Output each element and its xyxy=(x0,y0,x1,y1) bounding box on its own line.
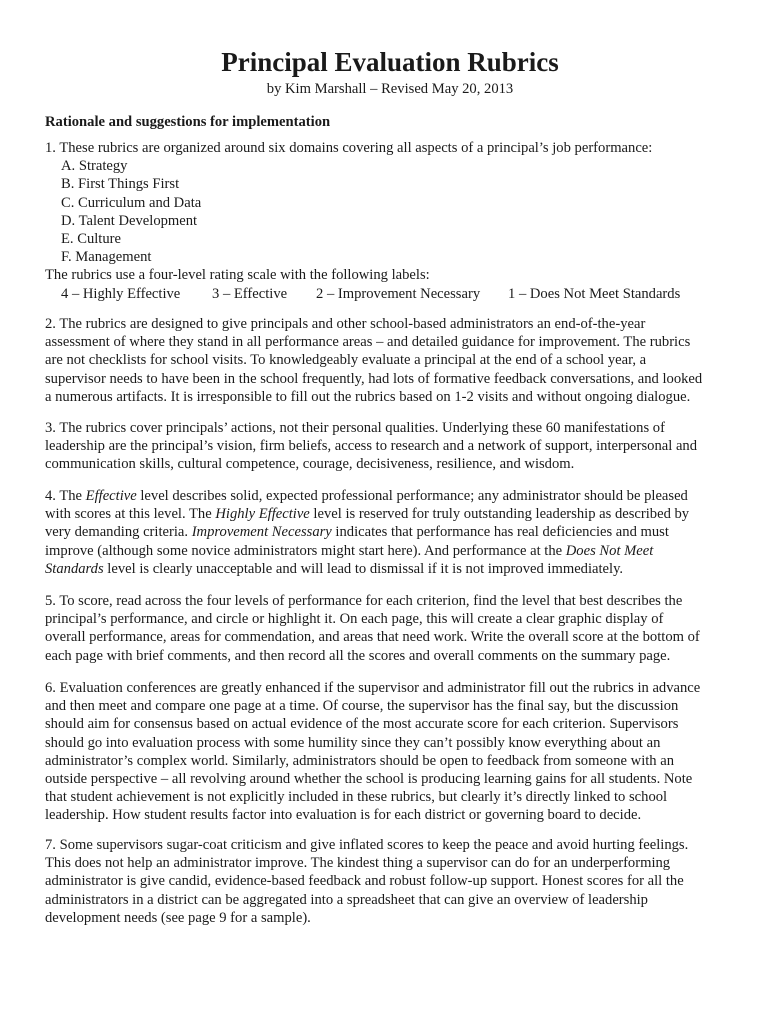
paragraph-1 xyxy=(45,139,735,303)
emphasis-improvement-necessary: Improvement Necessary xyxy=(191,524,332,541)
paragraph-line xyxy=(45,523,735,541)
paragraph-line xyxy=(45,487,735,505)
text-run: level is clearly unacceptable and will lead to dismissal if it is not improved immediately. xyxy=(103,560,624,577)
page-title: Principal Evaluation Rubrics xyxy=(221,47,559,77)
paragraph-line xyxy=(45,542,735,560)
paragraph-line: leadership are the principal’s vision, firm beliefs, access to research and a network of support, interpersonal and xyxy=(45,438,698,455)
domain-item: D. Talent Development xyxy=(61,212,198,229)
domain-item: C. Curriculum and Data xyxy=(61,194,202,211)
paragraph-line: each page with brief comments, and then record all the scores and overall comments on the summary page. xyxy=(45,647,671,664)
paragraph-line xyxy=(45,505,735,523)
paragraph-line: and then meet and compare one page at a time. Of course, the supervisor has the final say, but the discussion xyxy=(45,698,679,715)
emphasis-standards: Standards xyxy=(45,560,104,577)
paragraph-line xyxy=(45,560,735,578)
paragraph-line: outside perspective – all revolving around whether the school is producing learning gains for all students. Note xyxy=(45,771,693,788)
paragraph-4 xyxy=(45,487,735,578)
paragraph-line: 6. Evaluation conferences are greatly enhanced if the supervisor and administrator fill out the rubrics in advance xyxy=(45,680,701,696)
text-run: very demanding criteria. xyxy=(45,524,192,541)
domain-item: A. Strategy xyxy=(61,158,128,175)
emphasis-effective: Effective xyxy=(85,488,137,504)
text-run: level is reserved for truly outstanding leadership as described by xyxy=(309,506,690,523)
paragraph-line: overall performance, areas for commendation, and areas that need work. Write the overall score at the bottom of xyxy=(45,629,700,646)
domain-item: B. First Things First xyxy=(61,176,180,193)
paragraph-6 xyxy=(45,679,735,825)
paragraph-line: administrator’s complex world. Similarly, administrators should be open to feedback from someone with an xyxy=(45,752,675,769)
section-heading: Rationale and suggestions for implementation xyxy=(45,114,331,130)
domain-item: E. Culture xyxy=(61,231,121,248)
paragraph-line: 5. To score, read across the four levels of performance for each criterion, find the level that best describes the xyxy=(45,593,683,609)
author-byline: by Kim Marshall – Revised May 20, 2013 xyxy=(266,81,514,97)
paragraph-line: This does not help an administrator improve. The kindest thing a supervisor can do for an underperforming xyxy=(45,855,671,872)
domain-item: F. Management xyxy=(61,249,152,266)
paragraph-line: 2. The rubrics are designed to give principals and other school-based administrators an end-of-the-year xyxy=(45,316,646,332)
paragraph-line: should aim for consensus based on actual evidence of the most accurate score for each criterion. Supervisors xyxy=(45,716,679,733)
emphasis-does-not-meet: Does Not Meet xyxy=(565,542,654,559)
paragraph-3 xyxy=(45,419,735,474)
paragraph-line: 3. The rubrics cover principals’ actions, not their personal qualities. Underlying these 60 manifestations of xyxy=(45,420,665,436)
paragraph-line: supervisor needs to have been in the school frequently, had lots of formative feedback conversations, and looked xyxy=(45,370,703,387)
paragraph-line: should go into evaluation process with some humility since they can’t possibly know everything about an xyxy=(45,734,661,751)
rating-scale xyxy=(45,285,735,303)
text-run: level describes solid, expected professional performance; any administrator should be pleased xyxy=(136,488,688,504)
paragraph-line: that student achievement is not explicitly included in these rubrics, but clearly it’s directly linked to school xyxy=(45,789,668,806)
paragraph-line: administrators in a district can be aggregated into a spreadsheet that can give an overview of leadership xyxy=(45,891,648,908)
paragraph-2 xyxy=(45,315,735,406)
paragraph-line: leadership. How student results factor into evaluation is for each district or governing board to decide. xyxy=(45,807,642,824)
paragraph-line: communication skills, cultural competence, courage, decisiveness, resilience, and wisdom. xyxy=(45,456,575,473)
emphasis-highly-effective: Highly Effective xyxy=(215,506,310,523)
text-run: improve (although some novice administrators might start here). And performance at the xyxy=(45,542,566,559)
paragraph-line: a numerous artifacts. It is irresponsible to fill out the rubrics based on 1-2 visits and without ongoing dialogue. xyxy=(45,388,691,405)
rating-level-4: 4 – Highly Effective xyxy=(61,285,181,302)
paragraph-5 xyxy=(45,592,735,665)
paragraph-line: development needs (see page 9 for a sample). xyxy=(45,909,311,926)
paragraph-line: principal’s performance, and circle or highlight it. On each page, this will create a clear graphic display of xyxy=(45,611,664,628)
paragraph-line: are not checklists for school visits. To knowledgeably evaluate a principal at the end of a school year, a xyxy=(45,352,647,369)
rating-level-3: 3 – Effective xyxy=(212,285,288,302)
rating-level-1: 1 – Does Not Meet Standards xyxy=(508,285,681,302)
text-run: with scores at this level. The xyxy=(45,506,216,523)
paragraph-line: 7. Some supervisors sugar-coat criticism and give inflated scores to keep the peace and avoid hurting feelings. xyxy=(45,837,689,853)
paragraph-7 xyxy=(45,836,735,927)
paragraph-line: administrator is give candid, evidence-based feedback and robust follow-up support. Honest scores for all the xyxy=(45,873,684,890)
paragraph-line: assessment of where they stand in all performance areas – and detailed guidance for improvement. The rubrics xyxy=(45,334,691,351)
scale-intro: The rubrics use a four-level rating scale with the following labels: xyxy=(45,267,430,284)
rating-level-2: 2 – Improvement Necessary xyxy=(316,285,481,302)
text-run: 4. The xyxy=(45,488,86,504)
paragraph-1-intro: 1. These rubrics are organized around six domains covering all aspects of a principal’s job performance: xyxy=(45,140,653,156)
text-run: indicates that performance has real deficiencies and must xyxy=(331,524,669,541)
